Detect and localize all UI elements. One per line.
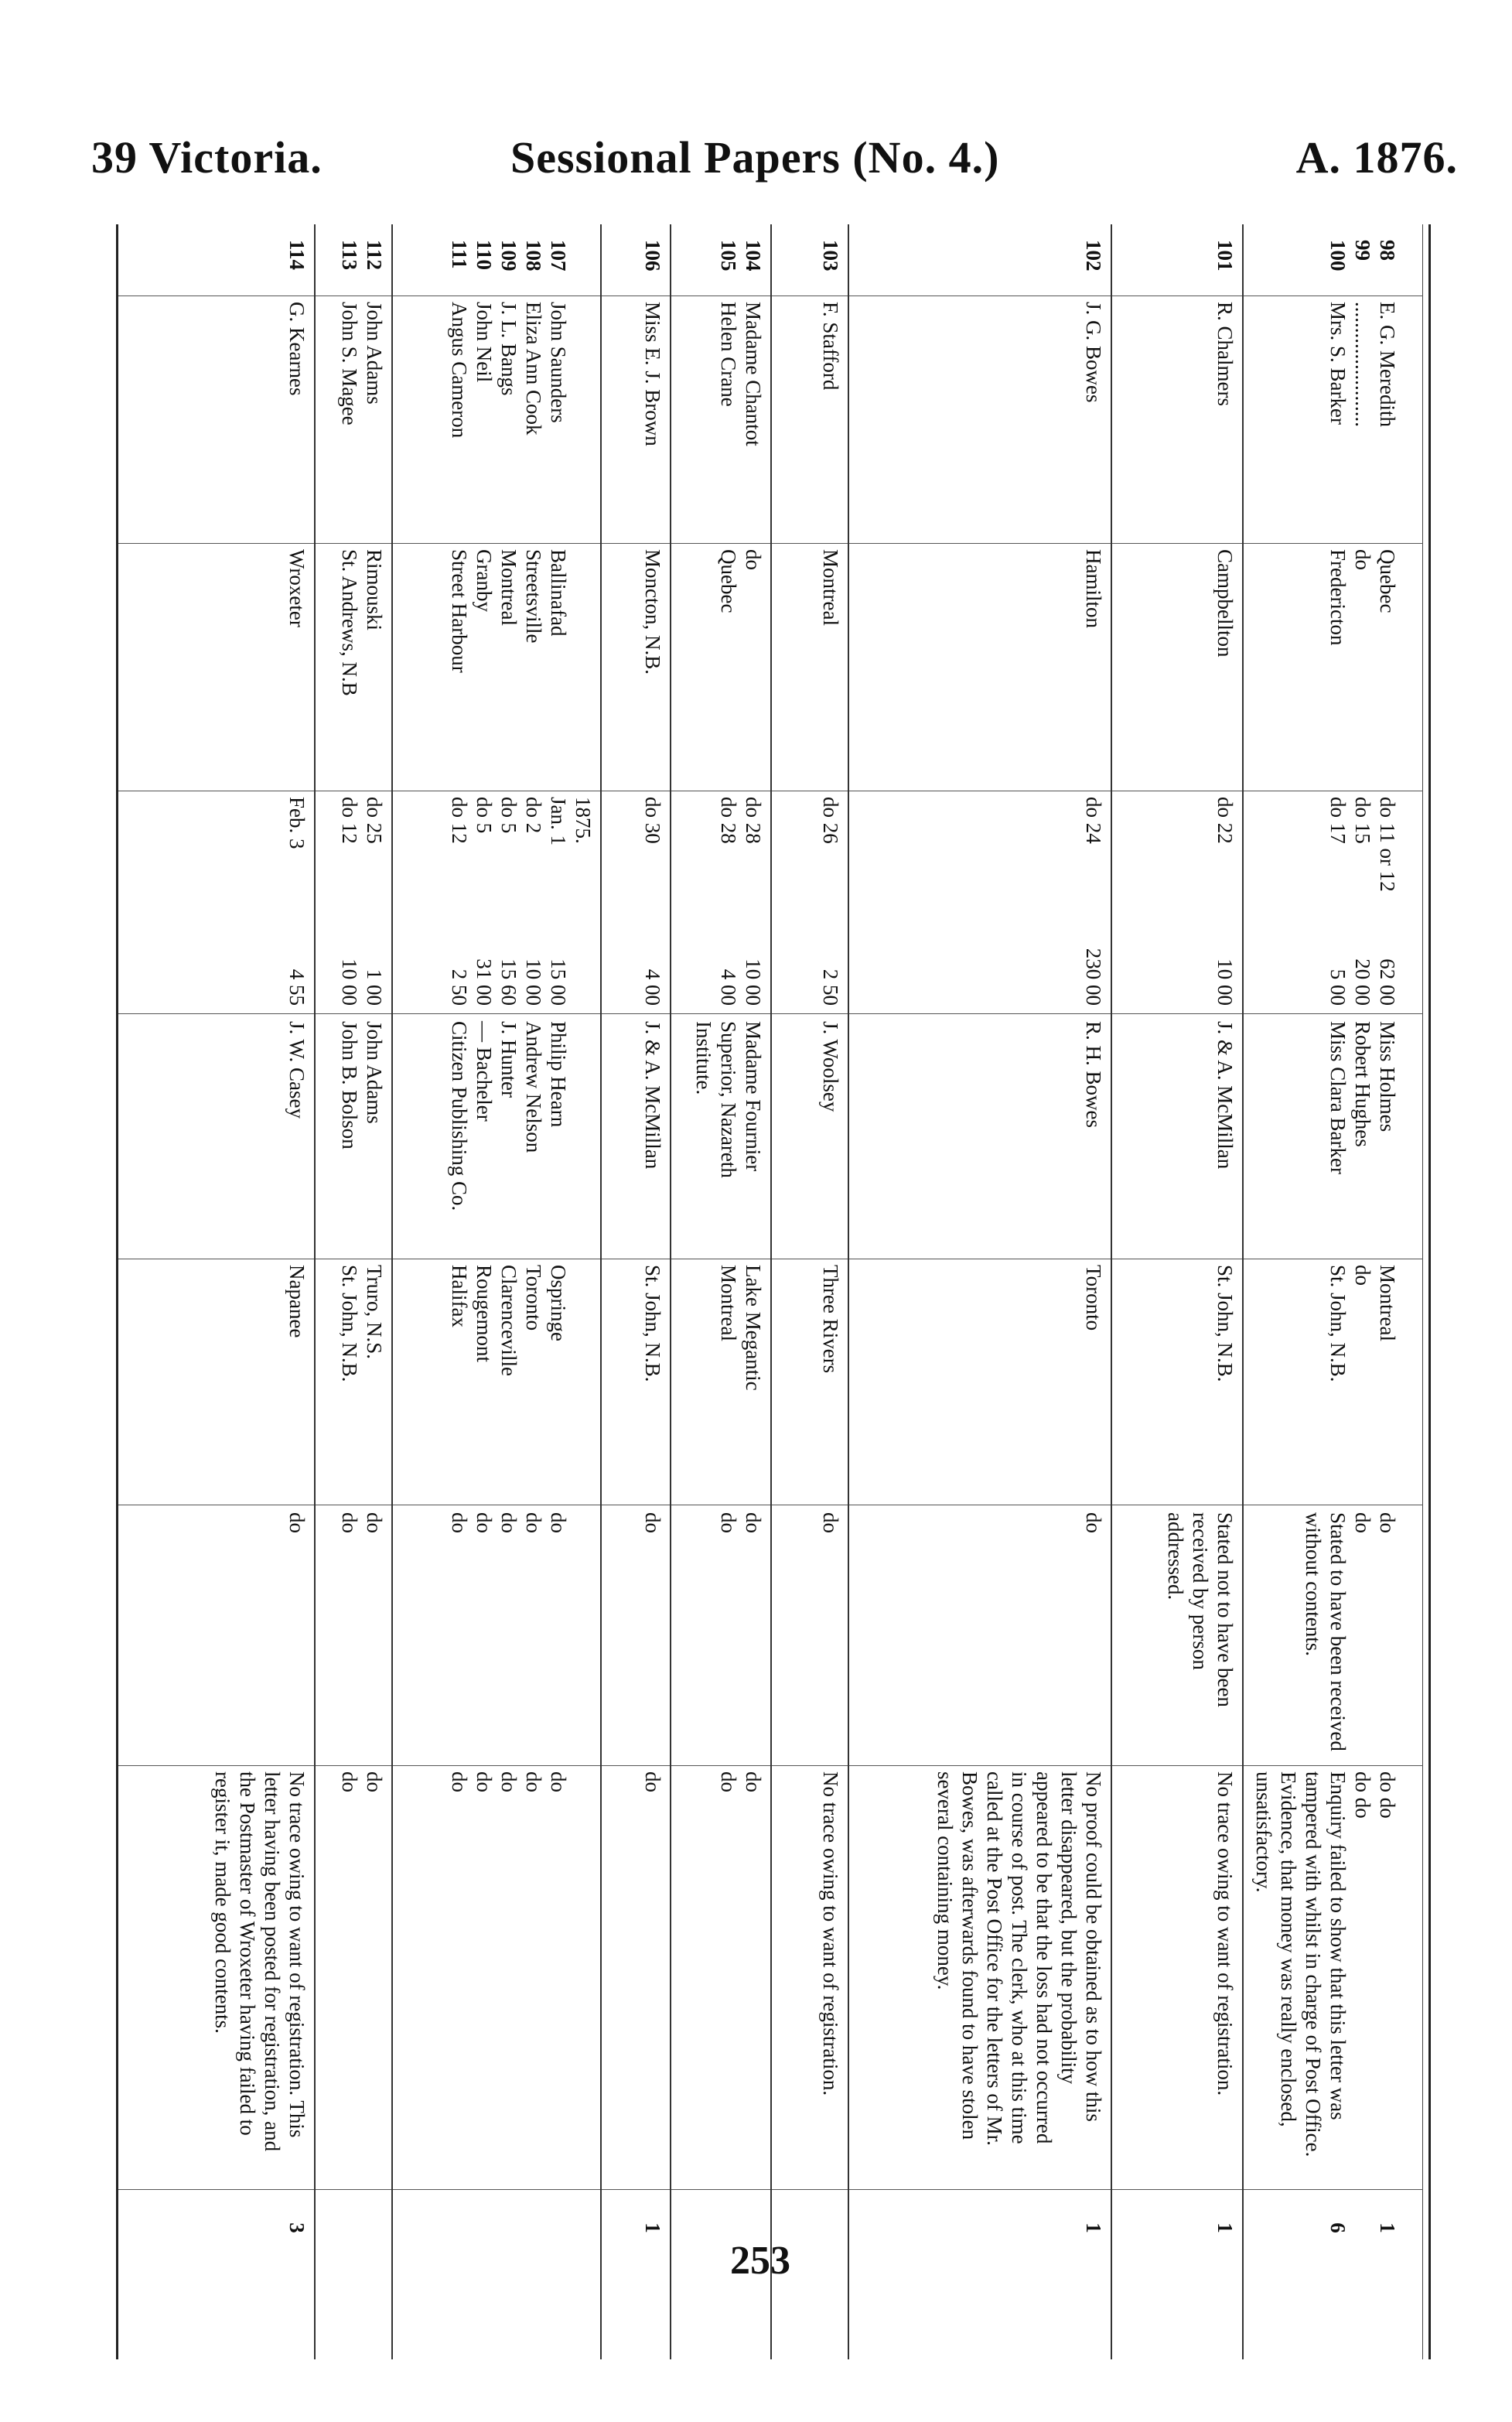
row-divider: [848, 224, 849, 2359]
table-top-rule: [1428, 224, 1431, 2359]
complaint: do do do do do: [448, 1512, 570, 1533]
column-divider: [116, 543, 1423, 544]
complaint: do do: [717, 1512, 765, 1533]
posted-date: Feb. 3: [285, 797, 309, 849]
amount: 1 00 10 00: [338, 958, 386, 1006]
column-divider: [116, 295, 1423, 296]
result: No proof could be obtained as to how this letter disappeared, but the probability appeared to be that the loss had not occurred in course of post. The clerk, who at this time called at the Post Office for the letters of Mr. Bowes, was afterwards found to have stolen several containing money.: [933, 1771, 1105, 2146]
rotated-table: [116, 224, 1431, 2359]
addressee: R. H. Bowes: [1082, 1021, 1105, 1129]
posted-date: do 26: [819, 797, 842, 844]
row-divider: [314, 224, 316, 2359]
address: St. John, N.B.: [1213, 1265, 1237, 1382]
sender: E. G. Meredith ........................ Mrs. S. Barker: [1326, 302, 1399, 427]
count: 3: [285, 2222, 309, 2233]
sender: John Adams John S. Magee: [338, 302, 386, 425]
row-number: 112 113: [338, 240, 386, 271]
addressee: J. & A. McMillan: [1213, 1021, 1237, 1170]
sender: G. Kearnes: [285, 302, 309, 396]
column-divider: [116, 2189, 1423, 2190]
header-session: 39 Victoria.: [91, 132, 323, 183]
header-title: Sessional Papers (No. 4.): [510, 132, 1000, 183]
count: 1 6: [1326, 2222, 1399, 2233]
row-divider: [670, 224, 671, 2359]
row-divider: [1242, 224, 1244, 2359]
result: No trace owing to want of registration.: [1213, 1771, 1237, 2096]
posted-date: do 30: [641, 797, 664, 844]
posted-date: do 22: [1213, 797, 1237, 844]
address: Three Rivers: [819, 1265, 842, 1374]
sender: John Saunders Eliza Ann Cook J. L. Bangs John Neil Angus Cameron: [448, 302, 570, 439]
amount: 4 55: [285, 968, 309, 1006]
address: Montreal do St. John, N.B.: [1326, 1265, 1399, 1382]
address: Toronto: [1082, 1265, 1105, 1331]
sender: Madame Chantot Helen Crane: [717, 302, 765, 446]
posted-at: Hamilton: [1082, 549, 1105, 628]
posted-at: Campbellton: [1213, 549, 1237, 658]
posted-at: Montreal: [819, 549, 842, 626]
posted-at: Rimouski St. Andrews, N.B: [338, 549, 386, 696]
address: Truro, N.S. St. John, N.B.: [338, 1265, 386, 1382]
result: do do do do Enquiry failed to show that this letter was tampered with whilst in charge of Post Office. Evidence, that money was really enclosed, unsatisfactory.: [1252, 1771, 1399, 2157]
addressee: J. & A. McMillan: [641, 1021, 664, 1170]
result: do do do do do: [448, 1771, 570, 1792]
table-bottom-rule: [116, 224, 118, 2359]
amount: 230 00: [1082, 948, 1105, 1006]
sender: J. G. Bowes: [1082, 302, 1105, 403]
result: No trace owing to want of registration.: [819, 1771, 842, 2096]
posted-at: do Quebec: [717, 549, 765, 613]
row-divider: [770, 224, 772, 2359]
address: Napanee: [285, 1265, 309, 1338]
posted-at: Quebec do Fredericton: [1326, 549, 1399, 646]
complaint: do: [1082, 1512, 1105, 1533]
posted-date: do 11 or 12 do 15 do 17: [1326, 797, 1399, 892]
amount: 2 50: [819, 968, 842, 1006]
row-number: 104 105: [717, 240, 765, 272]
posted-date: do 25 do 12: [338, 797, 386, 844]
posted-date: do 24: [1082, 797, 1105, 844]
addressee: J. W. Casey: [285, 1021, 309, 1119]
result: do do: [717, 1771, 765, 1792]
result: do do: [338, 1771, 386, 1792]
header-year: A. 1876.: [1295, 132, 1458, 183]
complaint: do: [641, 1512, 664, 1533]
posted-at: Moncton, N.B.: [641, 549, 664, 675]
posted-date: do 28 do 28: [717, 797, 765, 844]
table-top-rule-thin: [1422, 224, 1423, 2359]
address: Lake Megantic Montreal: [717, 1265, 765, 1391]
count: 1: [1213, 2222, 1237, 2233]
column-divider: [116, 1013, 1423, 1014]
complaint: do: [285, 1512, 309, 1533]
row-divider: [391, 224, 393, 2359]
amount: 10 00 4 00: [717, 958, 765, 1006]
row-number: 98 99 100: [1326, 240, 1399, 272]
row-divider: [600, 224, 602, 2359]
complaint: do do: [338, 1512, 386, 1533]
posted-date: 1875. Jan. 1 do 2 do 5 do 5 do 12: [448, 797, 595, 845]
addressee: J. Woolsey: [819, 1021, 842, 1112]
complaint: do: [819, 1512, 842, 1533]
result: No trace owing to want of registration. This letter having been posted for registration, and the Postmaster of Wroxeter having failed to register it, made good contents.: [211, 1771, 309, 2152]
addressee: Miss Holmes Robert Hughes Miss Clara Barker: [1326, 1021, 1399, 1174]
row-number: 106: [641, 240, 664, 272]
complaint: Stated not to have been received by person addressed.: [1164, 1512, 1237, 1707]
address: St. John, N.B.: [641, 1265, 664, 1382]
addressee: Philip Hearn Andrew Nelson J. Hunter — Bacheler Citizen Publishing Co.: [448, 1021, 570, 1211]
address: Ospringe Toronto Clarenceville Rougemont Halifax: [448, 1265, 570, 1376]
row-divider: [1111, 224, 1112, 2359]
addressee: John Adams John B. Bolson: [338, 1021, 386, 1150]
row-number: 101: [1213, 240, 1237, 272]
column-divider: [116, 1765, 1423, 1766]
page-number: 253: [730, 2239, 790, 2283]
posted-at: Ballinafad Streetsville Montreal Granby Street Harbour: [448, 549, 570, 673]
sender: R. Chalmers: [1213, 302, 1237, 406]
row-number: 103: [819, 240, 842, 272]
row-number: 107 108 109 110 111: [448, 240, 570, 272]
sender: F. Stafford: [819, 302, 842, 391]
posted-at: Wroxeter: [285, 549, 309, 627]
complaint: do do Stated to have been received without contents.: [1302, 1512, 1399, 1751]
sender: Miss E. J. Brown: [641, 302, 664, 446]
amount: 10 00: [1213, 958, 1237, 1006]
row-number: 102: [1082, 240, 1105, 272]
addressee: Madame Fournier Superior, Nazareth Institute.: [692, 1021, 765, 1178]
count: 1: [641, 2222, 664, 2233]
result: do: [641, 1771, 664, 1792]
count: 1: [1082, 2222, 1105, 2233]
amount: 4 00: [641, 968, 664, 1006]
row-number: 114: [285, 240, 309, 271]
amount: 15 00 10 00 15 60 31 00 2 50: [448, 958, 570, 1006]
amount: 62 00 20 00 5 00: [1326, 958, 1399, 1006]
